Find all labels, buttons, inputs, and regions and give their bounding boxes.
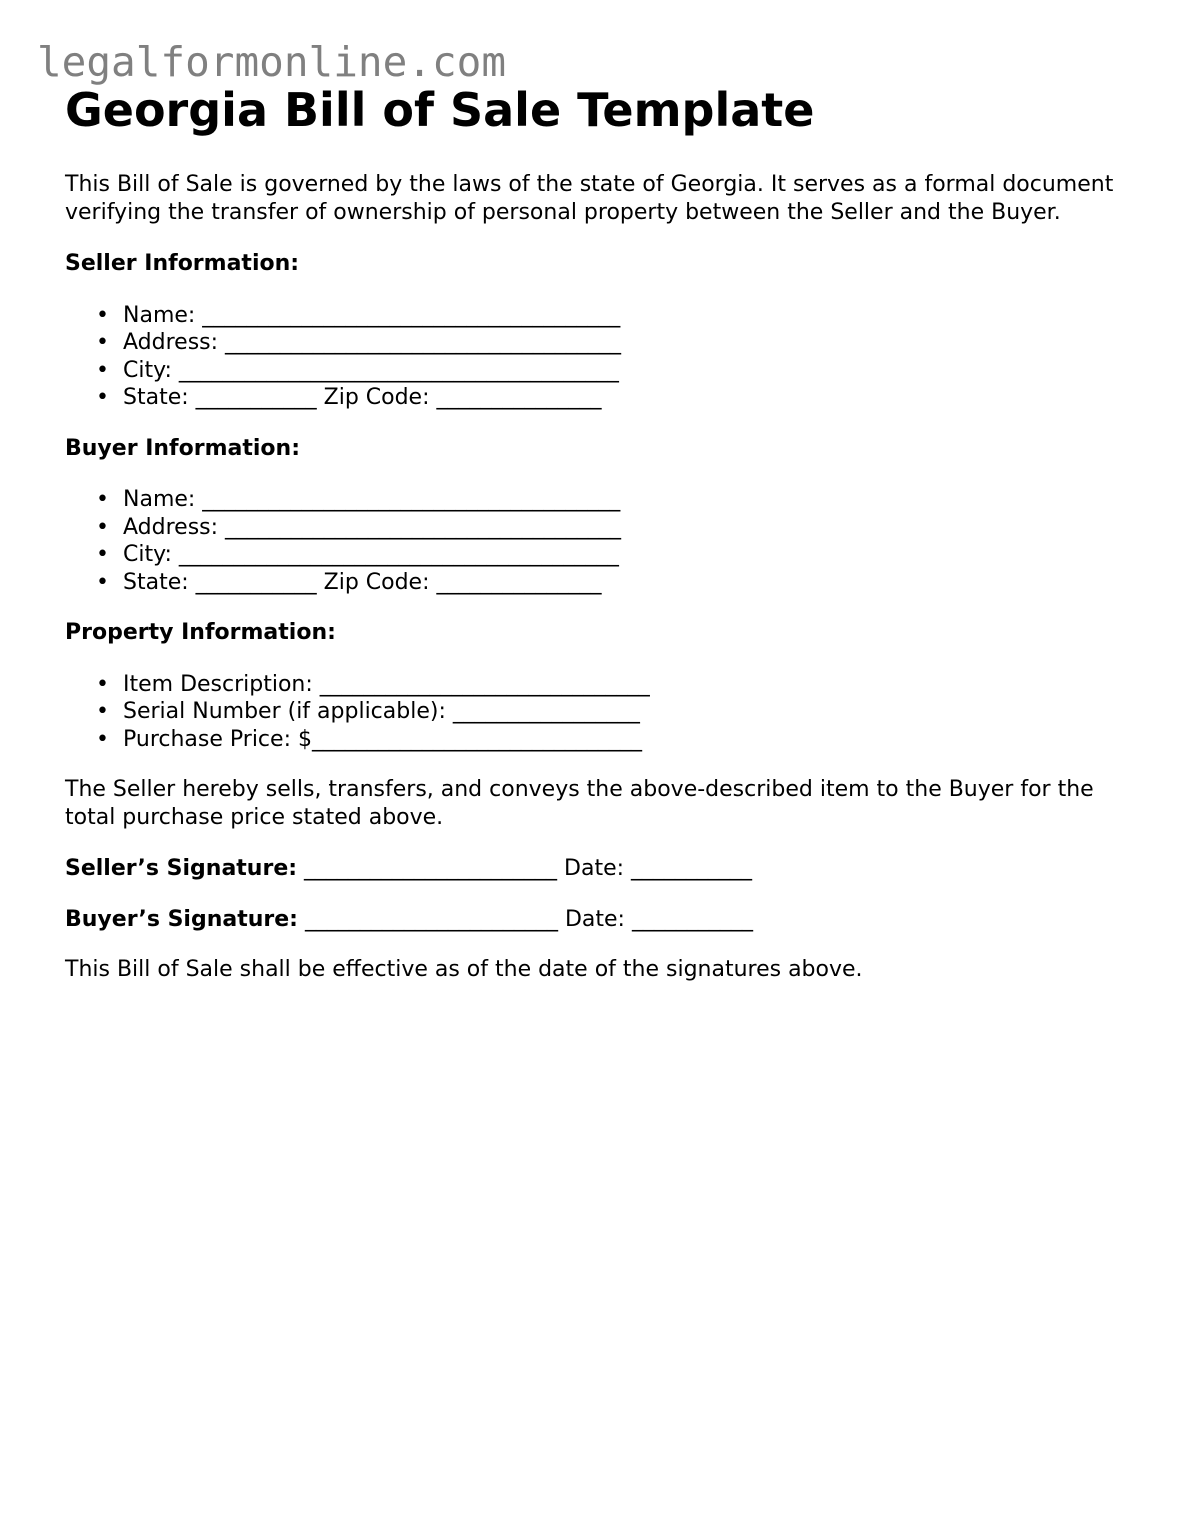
closing-statement: This Bill of Sale shall be effective as of the date of the signatures above. xyxy=(65,957,863,982)
intro-paragraph: This Bill of Sale is governed by the laws of the state of Georgia. It serves as a formal document verifying the transfer of ownership of personal property between the Seller and the Buyer. xyxy=(65,172,1114,225)
buyer-city-field[interactable]: • City: ________________________________________ xyxy=(96,542,619,567)
bullet-icon: • xyxy=(96,357,109,383)
bullet-icon: • xyxy=(96,514,109,540)
seller-heading: Seller Information: xyxy=(65,251,300,276)
bullet-icon: • xyxy=(96,330,109,355)
bullet-icon: • xyxy=(96,699,109,724)
bullet-icon: • xyxy=(96,726,109,752)
seller-city-field[interactable]: • City: ________________________________________ xyxy=(96,357,619,383)
buyer-signature-blanks: _______________________ Date: ___________ xyxy=(297,906,753,932)
buyer-name-field[interactable]: • Name: ______________________________________ xyxy=(96,487,621,512)
watermark-text: legalformonline.com xyxy=(37,38,506,86)
bullet-icon: • xyxy=(96,385,109,410)
bullet-icon: • xyxy=(96,487,109,512)
buyer-signature-line[interactable] xyxy=(65,906,1125,934)
property-field-list xyxy=(65,671,1125,754)
transfer-statement: The Seller hereby sells, transfers, and conveys the above-described item to the Buyer for the total purchase price stated above. xyxy=(65,777,1094,830)
seller-name-field[interactable]: • Name: ______________________________________ xyxy=(96,302,621,328)
buyer-address-field[interactable]: • Address: ____________________________________ xyxy=(96,514,622,540)
seller-signature-label: Seller’s Signature: xyxy=(65,856,298,881)
bullet-icon: • xyxy=(96,302,109,328)
bullet-icon: • xyxy=(96,569,109,595)
buyer-field-list xyxy=(65,486,1125,596)
purchase-price-field[interactable]: • Purchase Price: $______________________________ xyxy=(96,726,642,752)
document-page xyxy=(65,82,1125,1008)
seller-field-list xyxy=(65,302,1125,412)
buyer-signature-label: Buyer’s Signature: xyxy=(65,906,298,932)
seller-state-zip-field[interactable]: • State: ___________ Zip Code: _______________ xyxy=(96,385,602,410)
seller-signature-line[interactable] xyxy=(65,855,1125,883)
seller-address-field[interactable]: • Address: ____________________________________ xyxy=(96,330,622,355)
buyer-heading: Buyer Information: xyxy=(65,435,300,461)
item-description-field[interactable]: • Item Description: ______________________________ xyxy=(96,671,650,697)
buyer-state-zip-field[interactable]: • State: ___________ Zip Code: _______________ xyxy=(96,569,602,595)
bullet-icon: • xyxy=(96,542,109,567)
seller-signature-blanks: _______________________ Date: ___________ xyxy=(297,856,753,881)
property-heading: Property Information: xyxy=(65,620,336,645)
serial-number-field[interactable]: • Serial Number (if applicable): _________________ xyxy=(96,699,640,724)
bullet-icon: • xyxy=(96,671,109,697)
document-title: Georgia Bill of Sale Template xyxy=(65,83,815,137)
